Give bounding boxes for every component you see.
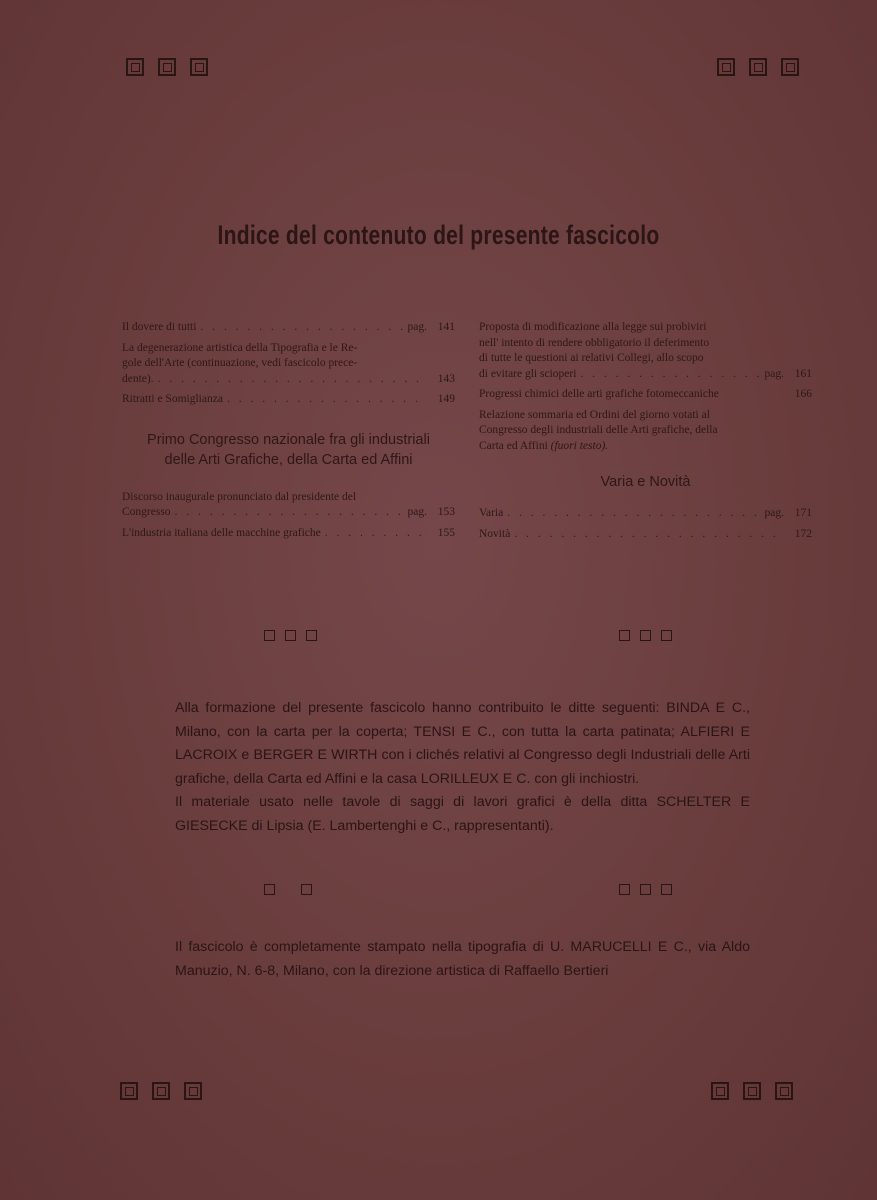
square-ornament-icon [152,1082,170,1100]
entry-title-line: Congresso degli industriali delle Arti grafiche, della [479,424,718,436]
index-left-column [122,320,455,546]
index-entry [122,341,455,388]
square-ornament-icon [717,58,735,76]
entry-title: Varia [479,507,504,519]
entry-title-line: dente). [122,372,154,385]
page-label: pag. [764,367,784,380]
entry-title: Il dovere di tutti [122,321,197,333]
square-ornament-icon [619,884,630,895]
contributors-paragraph [175,697,750,838]
contributors-text: Alla formazione del presente fascicolo hanno contribuito le ditte seguenti: BINDA E C., Milano, con la carta per la coperta; TENSI E C., con tutta la carta patinata; ALFIERI E LACROIX e BERGER E WIRTH con i clichés relativi al Congresso degli Industriali delle Arti grafiche, della Carta ed Affini e la casa LORILLEUX E C. con gli inchiostri. [175,700,750,787]
ornament-low-right [619,884,672,895]
index-entry [122,526,455,542]
leader-dots [175,505,404,521]
index-entry [479,387,812,403]
leader-dots [200,320,403,336]
page-label: pag. [407,321,427,333]
index-entry [479,320,812,382]
leader-dots [158,372,423,388]
square-ornament-icon [711,1082,729,1100]
index-entry [479,506,812,522]
leader-dots [325,526,423,542]
entry-title-line: Discorso inaugurale pronunciato dal presidente del [122,490,357,503]
entry-title-line: Relazione sommaria ed Ordini del giorno votati al [479,408,710,421]
section-heading-congress [122,430,455,470]
page-number: 171 [794,507,812,519]
entry-title-line: Carta ed Affini [479,439,548,452]
square-ornament-icon [743,1082,761,1100]
ornament-mid-left [264,630,317,641]
ornament-bottom-right [711,1082,793,1100]
ornament-top-right [717,58,799,76]
page-number: 141 [437,321,455,333]
square-ornament-icon [264,630,275,641]
square-ornament-icon [301,884,312,895]
square-ornament-icon [264,884,275,895]
entry-note: (fuori testo). [550,439,609,452]
square-ornament-icon [126,58,144,76]
entry-title-line: gole dell'Arte (continuazione, vedi fascicolo prece- [122,357,358,369]
index-entry [479,527,812,543]
entry-title: Novità [479,527,511,540]
page-label: pag. [407,506,427,518]
leader-dots [580,367,760,383]
square-ornament-icon [184,1082,202,1100]
page-number: 166 [794,388,812,400]
square-ornament-icon [158,58,176,76]
square-ornament-icon [749,58,767,76]
leader-dots [514,527,780,543]
entry-title: Progressi chimici delle arti grafiche fotomeccaniche [479,388,719,400]
page-number: 155 [437,526,455,539]
page-number: 172 [794,527,812,540]
printing-text: Il fascicolo è completamente stampato nella tipografia di U. MARUCELLI E C., via Aldo Manuzio, N. 6-8, Milano, con la direzione artistica di Raffaello Bertieri [175,939,750,979]
index-right-column [479,320,812,547]
index-entry [122,392,455,408]
printing-paragraph [175,936,750,983]
ornament-top-left [126,58,208,76]
page-number: 153 [437,506,455,518]
index-entry [122,490,455,521]
square-ornament-icon [640,630,651,641]
page-number: 143 [437,372,455,385]
square-ornament-icon [190,58,208,76]
section-heading-line: Primo Congresso nazionale fra gli industriali [147,431,430,448]
square-ornament-icon [120,1082,138,1100]
entry-title: Ritratti e Somiglianza [122,393,223,405]
square-ornament-icon [306,630,317,641]
entry-title-line: di evitare gli scioperi [479,367,577,380]
ornament-mid-right [619,630,672,641]
entry-title-line: La degenerazione artistica della Tipografia e le Re- [122,341,358,354]
entry-title-line: di tutte le questioni ai relativi Collegi, allo scopo [479,352,704,364]
page-number: 149 [437,393,455,405]
square-ornament-icon [619,630,630,641]
materials-text: Il materiale usato nelle tavole di saggi di lavori grafici è della ditta SCHELTER E GIESECKE di Lipsia (E. Lambertenghi e C., rappresentanti). [175,794,750,834]
square-ornament-icon [640,884,651,895]
leader-dots [507,506,760,522]
square-ornament-icon [285,630,296,641]
ornament-bottom-left [120,1082,202,1100]
index-entry [479,408,812,455]
page-title: Indice del contenuto del presente fascicolo [217,220,660,250]
leader-dots [227,392,423,408]
square-ornament-icon [775,1082,793,1100]
entry-title-line: nell' intento di rendere obbligatorio il deferimento [479,336,710,349]
index-entry [122,320,455,336]
entry-title: L'industria italiana delle macchine grafiche [122,526,321,539]
square-ornament-icon [661,884,672,895]
square-ornament-icon [781,58,799,76]
section-heading-line: delle Arti Grafiche, della Carta ed Affini [164,451,413,468]
section-heading-varia: Varia e Novità [600,474,691,490]
ornament-low-left [264,884,312,895]
entry-title-line: Proposta di modificazione alla legge sui probiviri [479,321,707,333]
square-ornament-icon [661,630,672,641]
page-number: 161 [794,367,812,380]
entry-title-line: Congresso [122,506,171,518]
page-label: pag. [764,507,784,519]
